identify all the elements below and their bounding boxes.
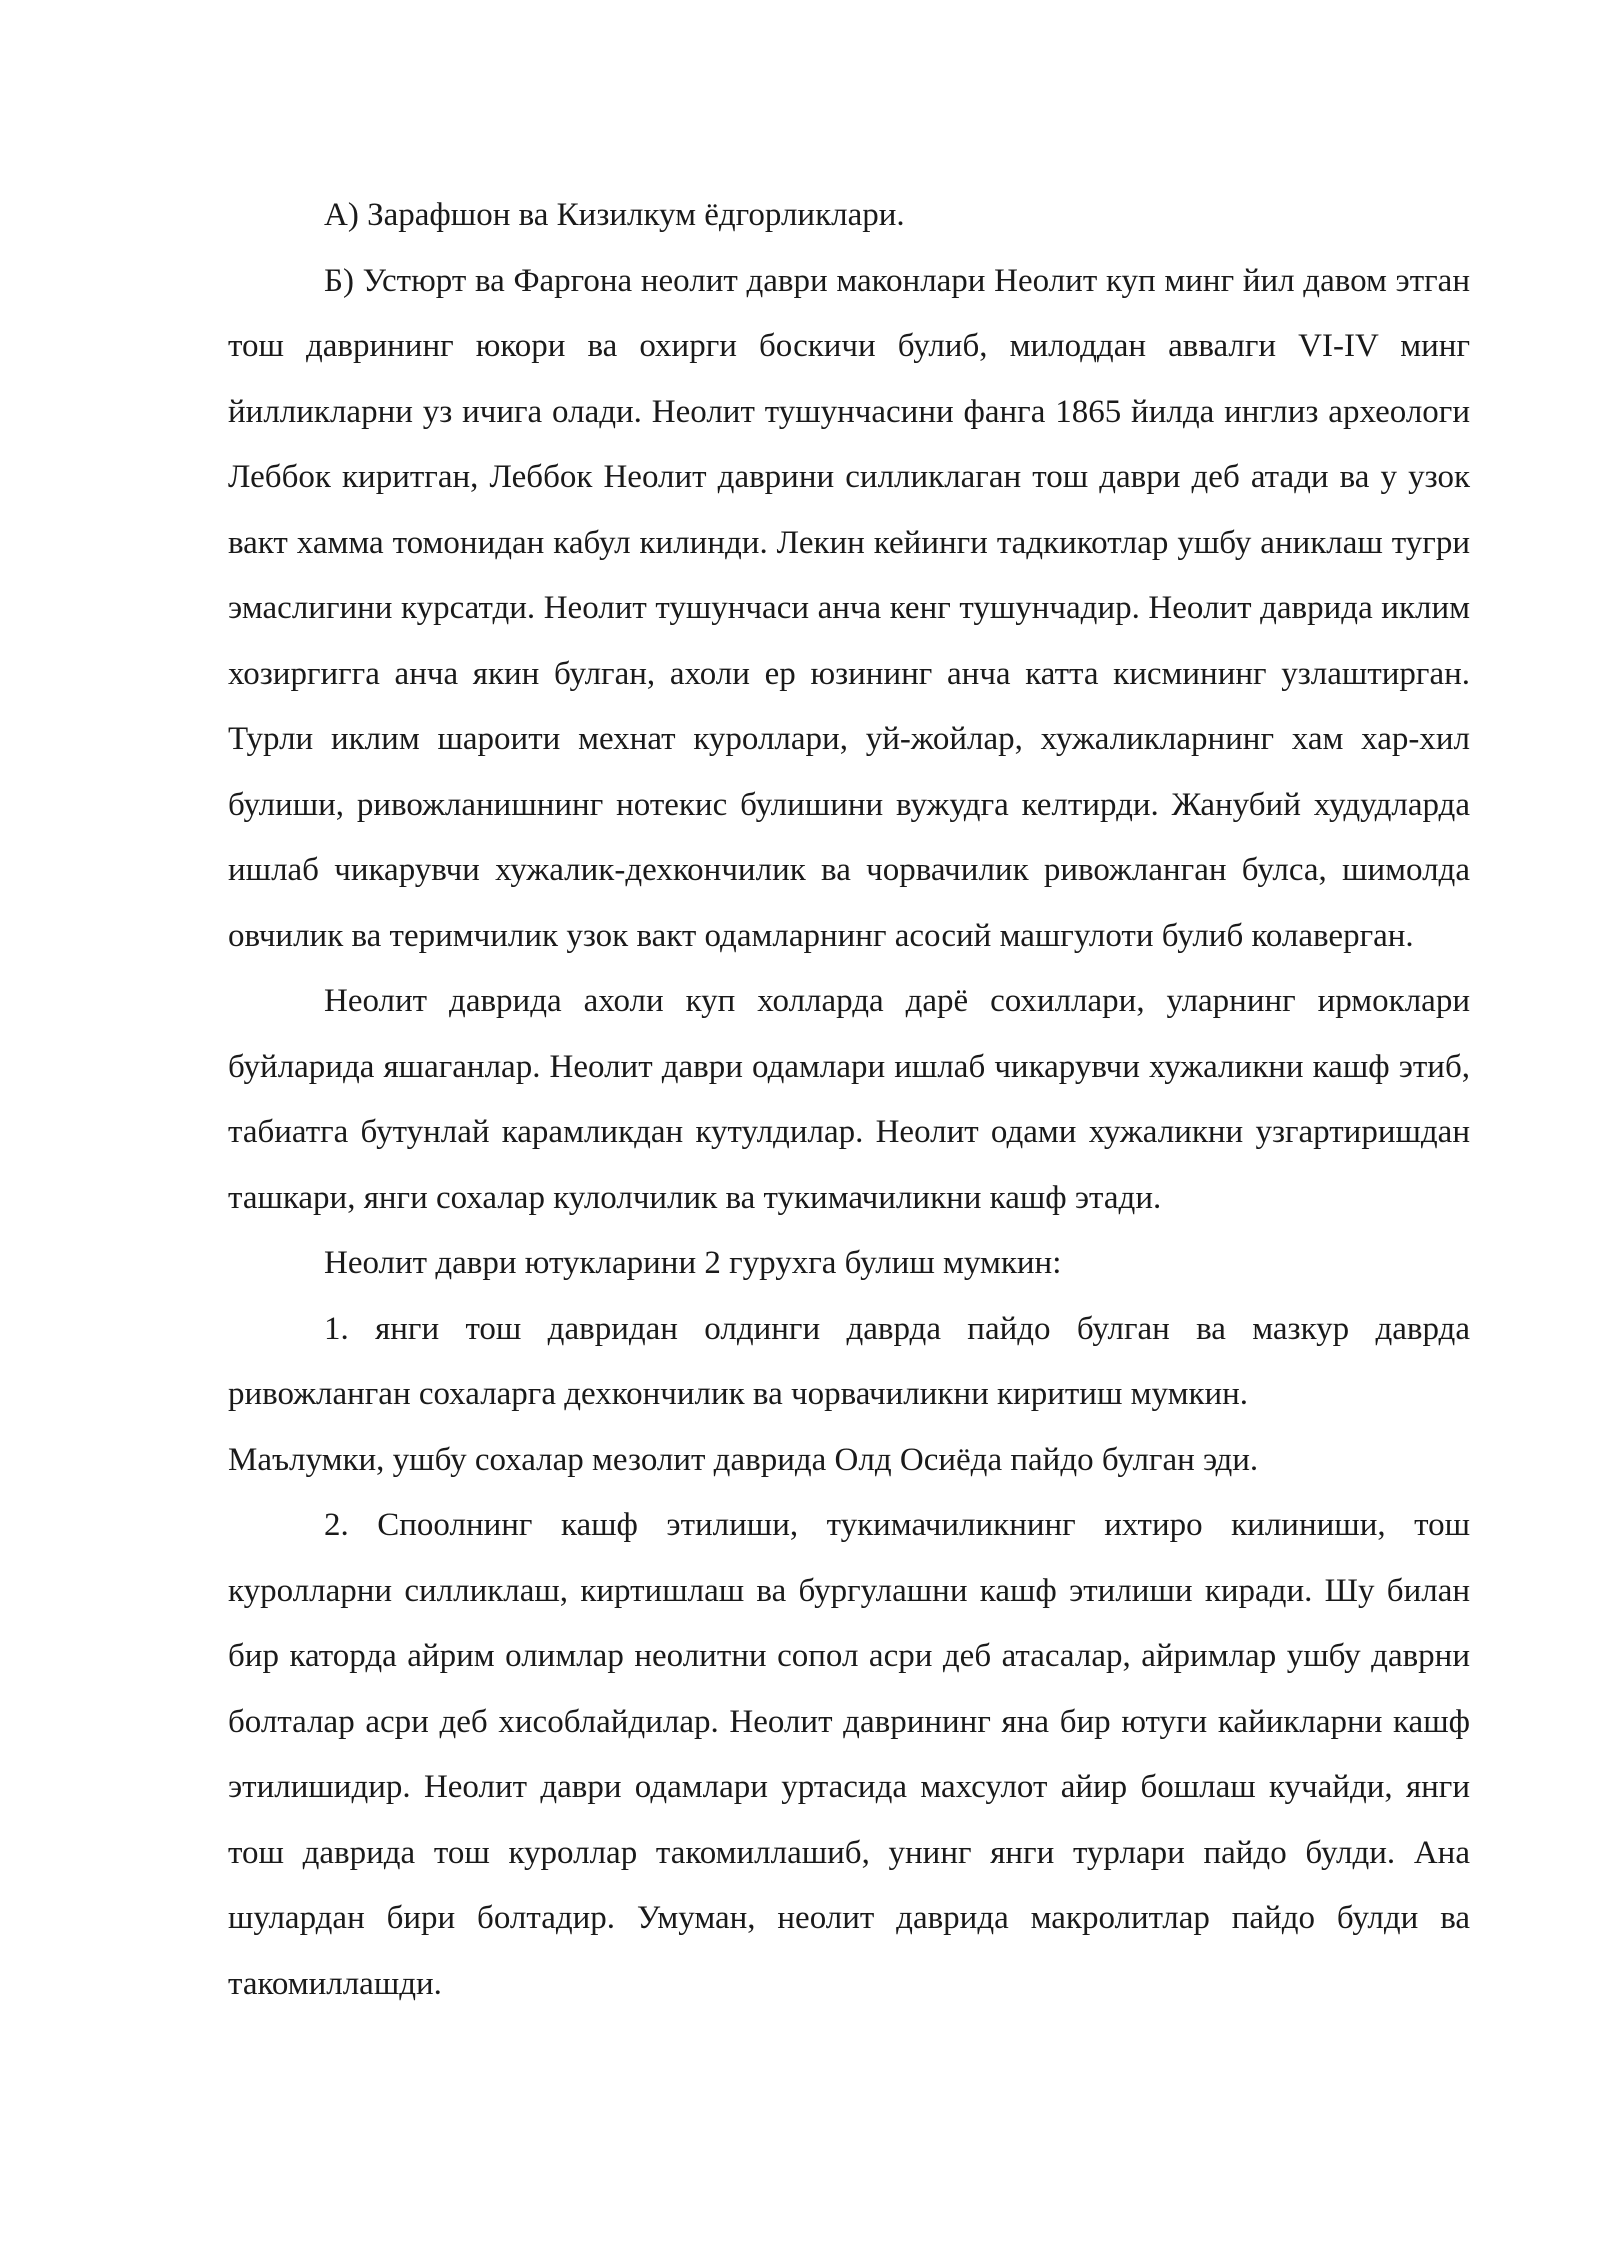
paragraph-achievements-intro: Неолит даври ютукларини 2 гурухга булиш мумкин: (324, 1245, 1062, 1281)
paragraph-settlement: Неолит даврида ахоли куп холларда дарё сохиллари, уларнинг ирмоклари буйларида яшаганлар. Неолит даври одамлари ишлаб чикарувчи хужаликни кашф этиб, табиатга бутунлай карамликдан кутулдилар. Неолит одами хужаликни узгартиришдан ташкари, янги сохалар кулолчилик ва тукимачиликни кашф этади. (228, 983, 1470, 1216)
document-body (228, 183, 1470, 2017)
paragraph-item-1: 1. янги тош давридан олдинги даврда пайдо булган ва мазкур даврда ривожланган сохаларга дехкончилик ва чорвачиликни киритиш мумкин. (228, 1310, 1470, 1412)
paragraph-item-2: 2. Споолнинг кашф этилиши, тукимачиликнинг ихтиро килиниши, тош куролларни силликлаш, киртишлаш ва бургулашни кашф этилиши киради. Шу билан бир каторда айрим олимлар неолитни сопол асри деб атасалар, айримлар ушбу даврни болталар асри деб хисоблайдилар. Неолит даврининг яна бир ютуги кайикларни кашф этилишидир. Неолит даври одамлари уртасида махсулот айир бошлаш кучайди, янги тош даврида тош куроллар такомиллашиб, унинг янги турлари пайдо булди. Ана шулардан бири болтадир. Умуман, неолит даврида макролитлар пайдо булди ва такомиллашди. (228, 1507, 1470, 2002)
paragraph-heading-b: Б) Устюрт ва Фаргона неолит даври маконлари Неолит куп минг йил давом этган тош даврининг юкори ва охирги боскичи булиб, милоддан аввалги VI-IV минг йилликларни уз ичига олади. Неолит тушунчасини фанга 1865 йилда инглиз археологи Леббок киритган, Леббок Неолит даврини силликлаган тош даври деб атади ва у узок вакт хамма томонидан кабул килинди. Лекин кейинги тадкикотлар ушбу аниклаш тугри эмаслигини курсатди. Неолит тушунчаси анча кенг тушунчадир. Неолит даврида иклим хозиргигга анча якин булган, ахоли ер юзининг анча катта кисмининг узлаштирган. Турли иклим шароити мехнат куроллари, уй-жойлар, хужаликларнинг хам хар-хил булиши, ривожланишнинг нотекис булишини вужудга келтирди. Жанубий худудларда ишлаб чикарувчи хужалик-дехкончилик ва чорвачилик ривожланган булса, шимолда овчилик ва теримчилик узок вакт одамларнинг асосий машгулоти булиб колаверган. (228, 262, 1470, 954)
paragraph-item-1-note: Маълумки, ушбу сохалар мезолит даврида Олд Осиёда пайдо булган эди. (228, 1441, 1259, 1478)
paragraph-heading-a: А) Зарафшон ва Кизилкум ёдгорликлари. (324, 197, 905, 233)
